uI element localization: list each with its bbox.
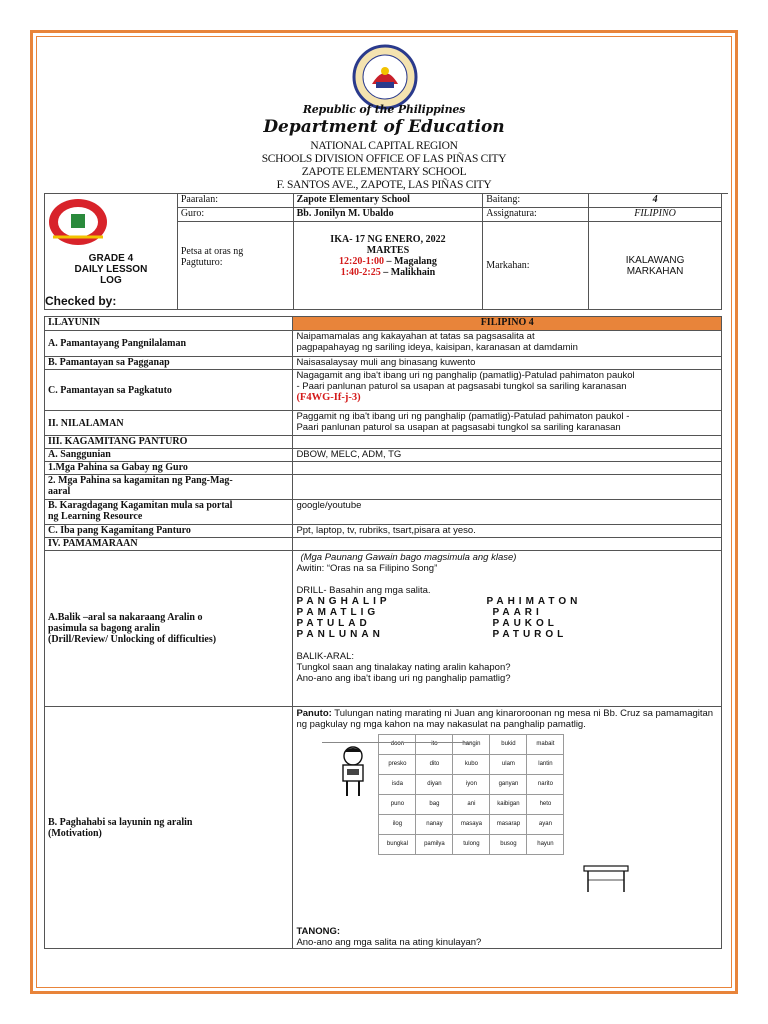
kagamitan-heading: III. KAGAMITANG PANTURO (45, 436, 293, 449)
grid-cell[interactable]: ulam (490, 755, 527, 775)
time-1-label: – Magalang (384, 256, 437, 267)
pamantayan-pagkatuto-value (293, 370, 722, 411)
drill-word: PAMATLIG (296, 607, 380, 618)
grid-cell[interactable]: diyan (416, 775, 453, 795)
address-heading: F. SANTOS AVE., ZAPOTE, LAS PIÑAS CITY (276, 179, 492, 191)
pamantayang-pangnilalaman-label: A. Pamantayang Pangnilalaman (45, 331, 293, 357)
paaralan-value: Zapote Elementary School (293, 194, 483, 208)
time-2: 1:40-2:25 (340, 267, 381, 278)
competency-code: (F4WG-If-j-3) (296, 392, 361, 403)
pamantayan-pagganap-label: B. Pamantayan sa Pagganap (45, 357, 293, 370)
time-slot-2 (297, 267, 480, 278)
grid-cell[interactable]: ganyan (490, 775, 527, 795)
guro-label: Guro: (177, 208, 293, 222)
awitin-text: Awitin: “Oras na sa Filipino Song” (296, 563, 438, 574)
assignatura-value: FILIPINO (589, 208, 722, 222)
grid-cell[interactable]: doon (379, 735, 416, 755)
mag-aaral-line1: 2. Mga Pahina sa kagamitan ng Pang-Mag- (48, 475, 233, 486)
maze-line (322, 742, 472, 743)
markahan-label: Markahan: (483, 222, 589, 310)
portal-line1: B. Karagdagang Kagamitan mula sa portal (48, 500, 233, 511)
grid-cell[interactable]: narito (527, 775, 564, 795)
grid-cell[interactable]: lantin (527, 755, 564, 775)
layunin-heading: I.LAYUNIN (45, 317, 293, 331)
balik-aral-question-1: Tungkol saan ang tinalakay nating aralin kahapon? (296, 662, 511, 673)
balik-aral-content (293, 551, 722, 707)
grid-cell[interactable]: tulong (453, 835, 490, 855)
gabay-empty (293, 462, 722, 475)
pangnilalaman-line1: Naipamamalas ang kakayahan at tatas sa pagsasalita at (296, 331, 535, 342)
nilalaman-line1: Paggamit ng iba't ibang uri ng panghalip (pamatlig)-Patulad pahimaton paukol - (296, 411, 630, 422)
log-title-cell (45, 194, 178, 310)
mag-aaral-label (45, 475, 293, 500)
paghahabi-label-line1: B. Paghahabi sa layunin ng aralin (48, 816, 193, 828)
school-logo (47, 197, 109, 247)
grid-cell[interactable]: masaya (453, 815, 490, 835)
region-heading: NATIONAL CAPITAL REGION (310, 140, 458, 152)
grid-cell[interactable]: isda (379, 775, 416, 795)
sanggunian-label: A. Sanggunian (45, 449, 293, 462)
markahan-value-line2: MARKAHAN (626, 265, 684, 277)
log-label: LOG (100, 275, 122, 286)
grid-cell[interactable]: ito (416, 735, 453, 755)
grid-cell[interactable]: ani (453, 795, 490, 815)
iba-kagamitan-value: Ppt, laptop, tv, rubriks, tsart,pisara at yeso. (293, 525, 722, 538)
time-slot-1 (297, 256, 480, 267)
grid-cell[interactable]: iyon (453, 775, 490, 795)
portal-line2: ng Learning Resource (48, 511, 143, 522)
nilalaman-label: II. NILALAMAN (45, 411, 293, 436)
grid-cell[interactable]: hangin (453, 735, 490, 755)
pamatlig-word-grid (378, 734, 564, 855)
drill-words-left (296, 596, 486, 640)
paaralan-label: Paaralan: (177, 194, 293, 208)
drill-words (296, 596, 718, 640)
pagkatuto-line1: Nagagamit ang iba't ibang uri ng panghalip (pamatlig)-Patulad pahimaton paukol (296, 370, 635, 381)
grid-cell[interactable]: bag (416, 795, 453, 815)
petsa-label-cell (177, 222, 293, 310)
grid-cell[interactable]: presko (379, 755, 416, 775)
paghahabi-label (45, 707, 293, 949)
drill-text: DRILL- Basahin ang mga salita. (296, 585, 431, 596)
time-2-label: – Malikhain (380, 267, 436, 278)
tanong-question: Ano-ano ang mga salita na ating kinulayan? (296, 937, 482, 948)
school-heading: ZAPOTE ELEMENTARY SCHOOL (301, 166, 467, 178)
pamantayang-pangnilalaman-value (293, 331, 722, 357)
lesson-plan-table (44, 316, 722, 949)
grid-cell[interactable]: nanay (416, 815, 453, 835)
grid-cell[interactable]: bukid (490, 735, 527, 755)
portal-value: google/youtube (293, 500, 722, 525)
panuto-label: Panuto: (296, 708, 332, 719)
baitang-label: Baitang: (483, 194, 589, 208)
pamamaraan-empty (293, 538, 722, 551)
department-heading: Department of Education (263, 117, 505, 137)
sanggunian-value: DBOW, MELC, ADM, TG (293, 449, 722, 462)
guro-value: Bb. Jonilyn M. Ubaldo (293, 208, 483, 222)
portal-label (45, 500, 293, 525)
grid-cell[interactable]: hayun (527, 835, 564, 855)
panuto-instruction: Tulungan nating marating ni Juan ang kinaroroonan ng mesa ni Bb. Cruz sa pamamagitan ng pagkulay ng mga kahon na may nakasulat na panghalip pamatlig. (296, 708, 714, 730)
mag-aaral-empty (293, 475, 722, 500)
mag-aaral-line2: aaral (48, 486, 71, 497)
republic-heading: Republic of the Philippines (302, 103, 466, 116)
balik-aral-heading: BALIK-ARAL: (296, 651, 354, 662)
pamantayan-pagkatuto-label: C. Pamantayan sa Pagkatuto (45, 370, 293, 411)
maze-illustration (296, 734, 718, 896)
iba-kagamitan-label: C. Iba pang Kagamitang Panturo (45, 525, 293, 538)
division-heading: SCHOOLS DIVISION OFFICE OF LAS PIÑAS CITY (261, 153, 507, 165)
drill-word: PAHIMATON (486, 596, 582, 607)
pagkatuto-line2: - Paari panlunan paturol sa usapan at pagsasabi tungkol sa sariling karanasan (296, 381, 627, 392)
balik-label-line3: (Drill/Review/ Unlocking of difficulties) (48, 634, 217, 645)
grid-cell[interactable]: mabait (527, 735, 564, 755)
pamamaraan-heading: IV. PAMAMARAAN (45, 538, 293, 551)
deped-seal-logo (352, 44, 418, 110)
kagamitan-empty (293, 436, 722, 449)
balik-label-line2: pasimula sa bagong aralin (48, 623, 160, 634)
grid-cell[interactable]: masarap (490, 815, 527, 835)
paunang-gawain: (Mga Paunang Gawain bago magsimula ang klase) (300, 552, 517, 563)
time-1: 12:20-1:00 (339, 256, 385, 267)
grid-cell[interactable]: pamilya (416, 835, 453, 855)
grade-label: GRADE 4 (88, 253, 134, 264)
grid-cell[interactable]: puno (379, 795, 416, 815)
drill-words-right (486, 596, 581, 640)
grid-cell[interactable]: kubo (453, 755, 490, 775)
daily-lesson-label: DAILY LESSON (74, 264, 148, 275)
grid-cell[interactable]: heto (527, 795, 564, 815)
assignatura-label: Assignatura: (483, 208, 589, 222)
grid-cell[interactable]: dito (416, 755, 453, 775)
drill-word: PAARI (492, 607, 543, 618)
petsa-label-line1: Petsa at oras ng (180, 246, 244, 257)
lesson-info-table (44, 193, 722, 310)
drill-word: PANLUNAN (296, 629, 384, 640)
tanong-label: TANONG: (296, 926, 341, 937)
balik-aral-question-2: Ano-ano ang iba't ibang uri ng panghalip pamatlig? (296, 673, 511, 684)
paghahabi-label-line2: (Motivation) (48, 827, 102, 839)
nilalaman-line2: Paari panlunan paturol sa usapan at pagsasabi tungkol sa sariling karanasan (296, 422, 621, 433)
gabay-label: 1.Mga Pahina sa Gabay ng Guro (45, 462, 293, 475)
grid-cell[interactable]: ilog (379, 815, 416, 835)
boy-juan-icon (330, 744, 376, 800)
pangnilalaman-line2: pagpapahayag ng sariling ideya, kaisipan, karanasan at damdamin (296, 342, 578, 353)
markahan-value-cell (589, 222, 722, 310)
tanong-block (296, 926, 481, 948)
panuto-text (296, 708, 718, 730)
subject-bar: FILIPINO 4 (293, 317, 722, 331)
grid-cell[interactable]: bungkal (379, 835, 416, 855)
date-line: IKA- 17 NG ENERO, 2022 (330, 234, 446, 245)
checked-by-label: Checked by: (45, 294, 117, 308)
grid-cell[interactable]: busog (490, 835, 527, 855)
petsa-label-line2: Pagtuturo: (180, 257, 223, 268)
drill-word: PATULAD (296, 618, 371, 629)
pamantayan-pagganap-value: Naisasalaysay muli ang binasang kuwento (293, 357, 722, 370)
drill-word: PAUKOL (492, 618, 558, 629)
date-time-cell (293, 222, 483, 310)
balik-aral-label (45, 551, 293, 707)
grid-cell[interactable]: ayan (527, 815, 564, 835)
paghahabi-content (293, 707, 722, 949)
grid-cell[interactable]: kaibigan (490, 795, 527, 815)
day-line: MARTES (366, 245, 410, 256)
drill-word: PATUROL (492, 629, 568, 640)
baitang-value: 4 (589, 194, 722, 208)
drill-word: PANGHALIP (296, 596, 391, 607)
teacher-desk-icon (582, 860, 632, 894)
balik-label-line1: A.Balik –aral sa nakaraang Aralin o (48, 612, 203, 623)
markahan-value-line1: IKALAWANG (625, 254, 685, 266)
nilalaman-value (293, 411, 722, 436)
